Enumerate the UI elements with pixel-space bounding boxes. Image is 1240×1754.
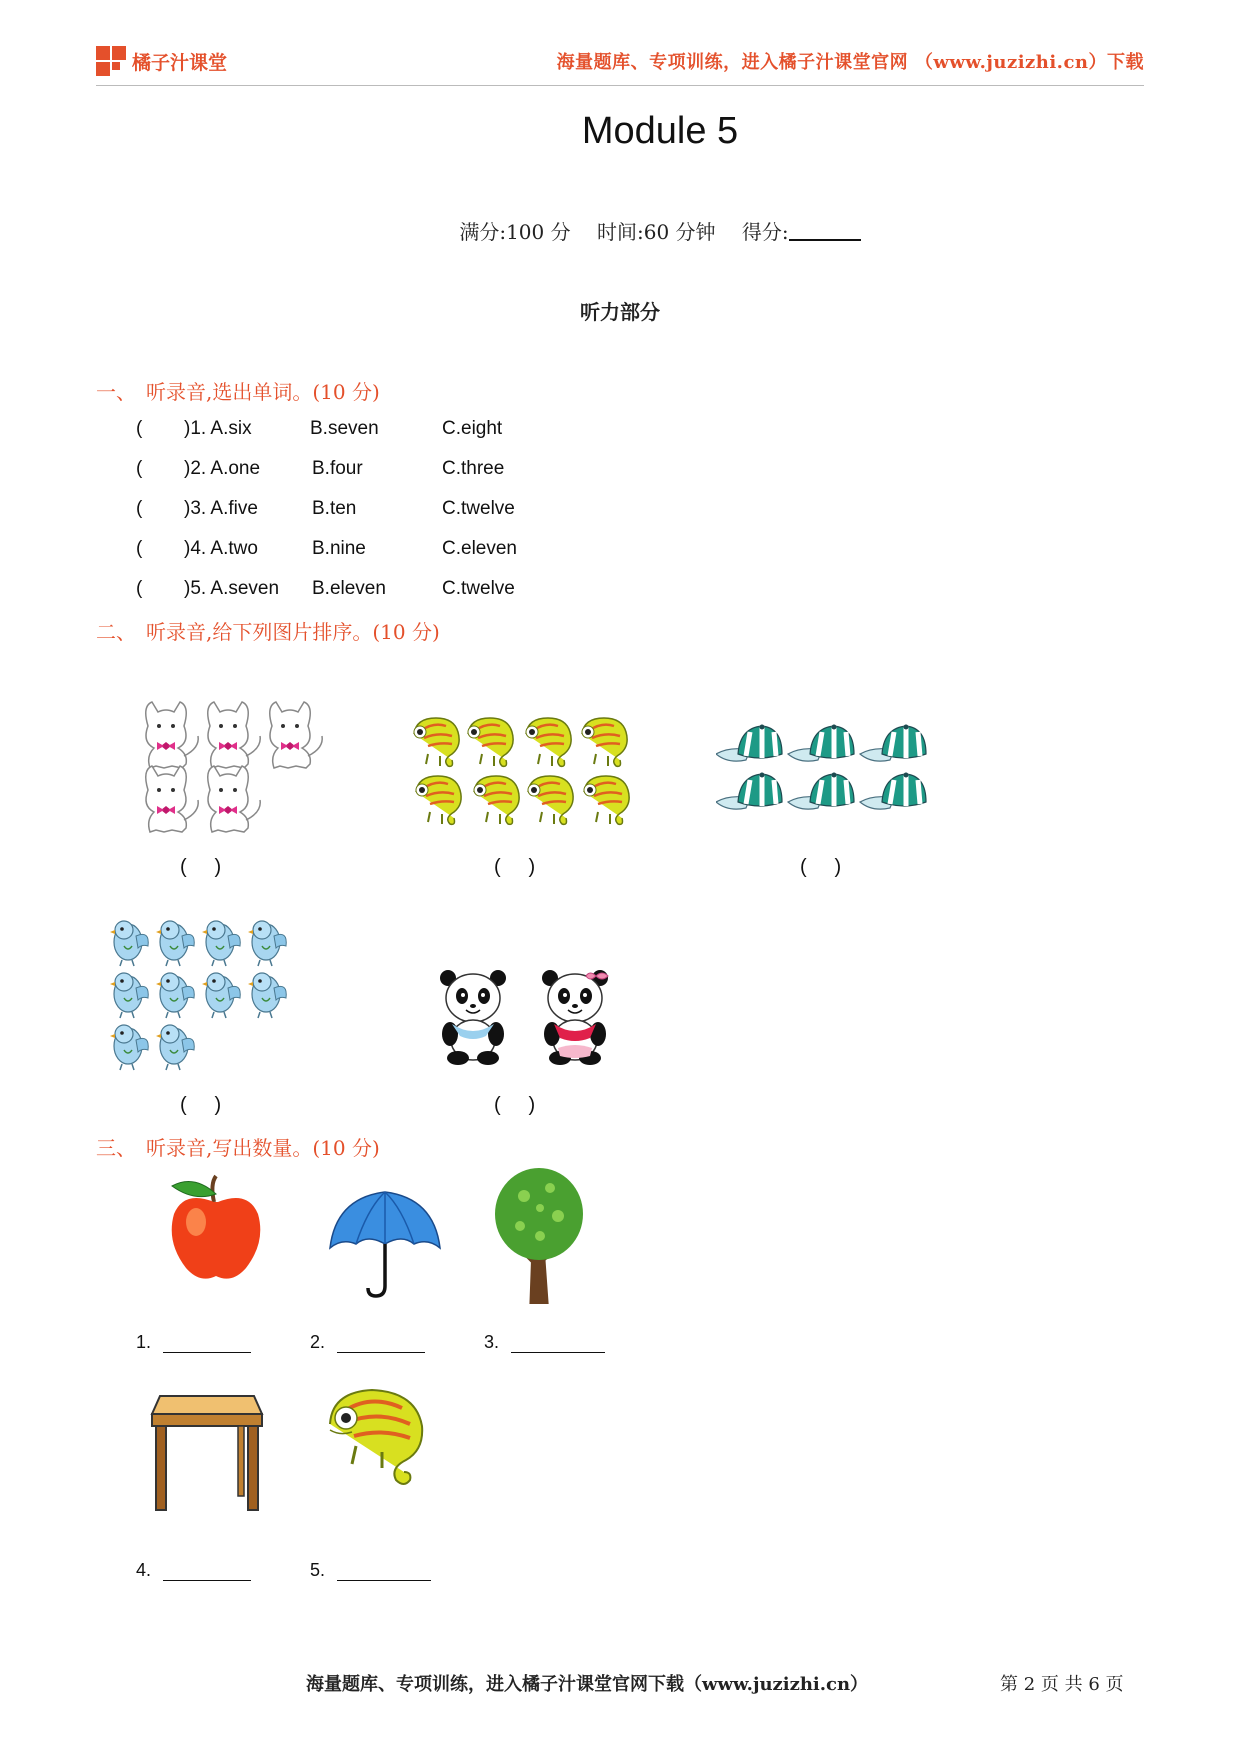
score-label: 得分: <box>742 220 861 244</box>
option-c: C.three <box>442 458 505 479</box>
logo-text: 橘子汁课堂 <box>132 51 228 74</box>
answer-paren[interactable]: ( <box>136 538 143 559</box>
answer-blank-pandas[interactable]: ( ) <box>494 1094 536 1116</box>
section-title: 听录音,给下列图片排序。(10 分) <box>146 620 440 644</box>
item-label: 3. <box>484 1332 500 1352</box>
answer-line[interactable] <box>337 1335 425 1353</box>
answer-line[interactable] <box>511 1335 605 1353</box>
page-header <box>96 42 1144 86</box>
answer-line[interactable] <box>163 1335 251 1353</box>
pandas-picture <box>440 968 620 1066</box>
option-c: C.eight <box>442 418 503 439</box>
part-title: 听力部分 <box>580 300 660 324</box>
section-number: 二、 <box>96 620 136 644</box>
section-number: 三、 <box>96 1136 136 1160</box>
chameleons-picture <box>408 712 632 832</box>
option-c: C.twelve <box>442 578 515 599</box>
option-a: )3. A.five <box>184 498 258 519</box>
section-2-heading <box>96 616 440 645</box>
section-title: 听录音,选出单词。(10 分) <box>146 380 380 404</box>
header-slogan: 海量题库、专项训练，进入橘子汁课堂官网 （www.juzizhi.cn）下载 <box>556 52 1144 73</box>
logo-icon <box>96 46 126 76</box>
item-label: 2. <box>310 1332 326 1352</box>
option-a: )2. A.one <box>184 458 261 479</box>
footer-slogan: 海量题库、专项训练，进入橘子汁课堂官网下载（www.juzizhi.cn） <box>306 1674 869 1695</box>
cats-picture <box>140 696 330 836</box>
caps-picture <box>716 724 936 820</box>
full-score: 满分:100 分 <box>459 220 571 244</box>
section-number: 一、 <box>96 380 136 404</box>
score-blank[interactable] <box>789 221 861 241</box>
option-c: C.twelve <box>442 498 515 519</box>
option-b: B.ten <box>312 498 357 519</box>
answer-line[interactable] <box>337 1563 431 1581</box>
desk-picture <box>150 1394 264 1512</box>
option-b: B.four <box>312 458 363 479</box>
section-title: 听录音,写出数量。(10 分) <box>146 1136 380 1160</box>
score-line <box>0 216 1240 245</box>
birds-picture <box>108 918 298 1074</box>
page-number: 第 2 页 共 6 页 <box>1000 1674 1124 1695</box>
answer-blank-birds[interactable]: ( ) <box>180 1094 222 1116</box>
option-b: B.eleven <box>312 578 386 599</box>
chameleon-picture <box>326 1384 436 1492</box>
item-label: 4. <box>136 1560 152 1580</box>
option-b: B.seven <box>310 418 379 439</box>
count-item <box>136 1560 251 1581</box>
answer-blank-caps[interactable]: ( ) <box>800 856 842 878</box>
option-a: )4. A.two <box>184 538 258 559</box>
page-title: Module 5 <box>581 110 739 152</box>
answer-paren[interactable]: ( <box>136 418 143 439</box>
answer-blank-chameleons[interactable]: ( ) <box>494 856 536 878</box>
apple-picture <box>164 1172 270 1284</box>
item-label: 5. <box>310 1560 326 1580</box>
section-1-heading <box>96 376 380 405</box>
answer-paren[interactable]: ( <box>136 578 143 599</box>
logo <box>96 46 227 76</box>
count-item <box>136 1332 251 1353</box>
time-limit: 时间:60 分钟 <box>596 220 716 244</box>
answer-blank-cats[interactable]: ( ) <box>180 856 222 878</box>
tree-picture <box>494 1166 584 1304</box>
count-item <box>310 1332 425 1353</box>
answer-paren[interactable]: ( <box>136 498 143 519</box>
section-3-heading <box>96 1132 380 1161</box>
answer-paren[interactable]: ( <box>136 458 143 479</box>
count-item <box>310 1560 431 1581</box>
item-label: 1. <box>136 1332 152 1352</box>
option-c: C.eleven <box>442 538 517 559</box>
umbrella-picture <box>328 1188 442 1300</box>
count-item <box>484 1332 605 1353</box>
option-a: )1. A.six <box>184 418 252 439</box>
answer-line[interactable] <box>163 1563 251 1581</box>
option-b: B.nine <box>312 538 366 559</box>
option-a: )5. A.seven <box>184 578 280 599</box>
